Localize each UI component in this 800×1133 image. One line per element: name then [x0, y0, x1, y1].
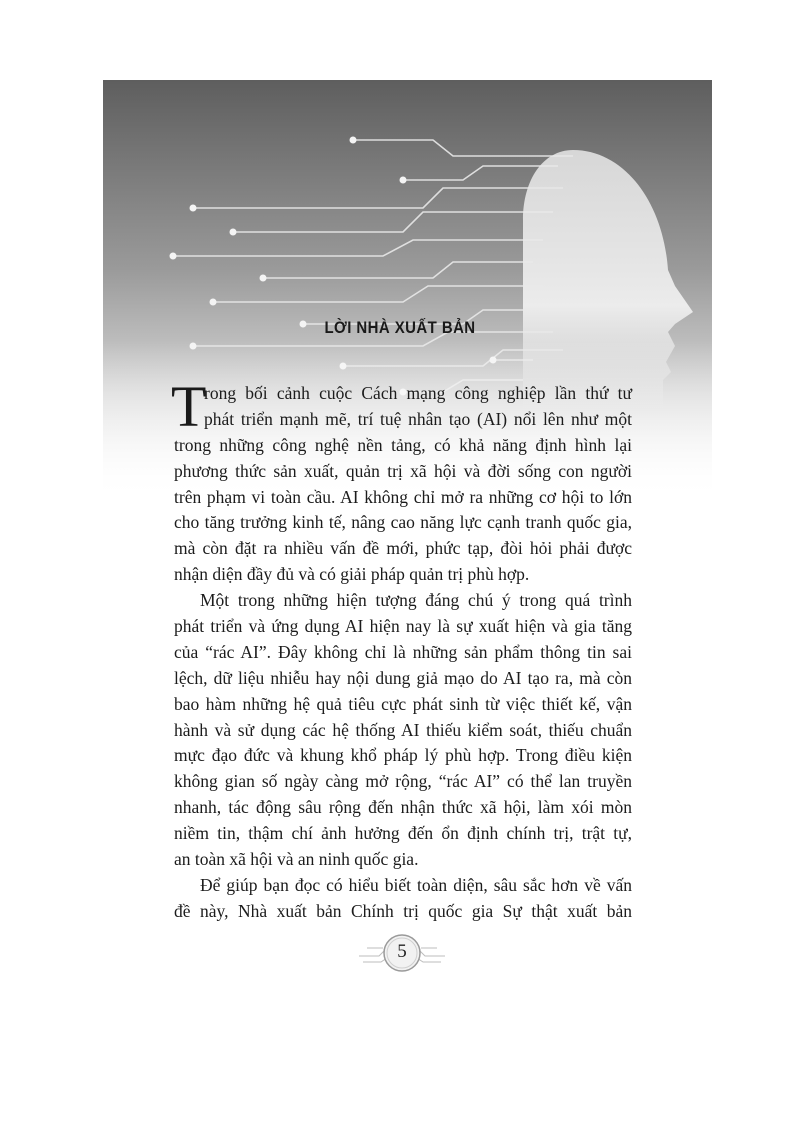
text-line: Để giúp bạn đọc có hiểu biết toàn diện, sâu sắc hơn về vấn — [200, 874, 632, 895]
text-line: lệch, dữ liệu nhiễu hay nội dung giả mạo do AI tạo ra, mà còn — [174, 667, 632, 688]
drop-cap: T — [171, 374, 207, 439]
text-line: Một trong những hiện tượng đáng chú ý trong quá trình — [200, 590, 632, 611]
text-line: rong bối cảnh cuộc Cách mạng công nghiệp lần thứ tư — [204, 383, 632, 403]
text-line: trong những công nghệ nền tảng, có khả năng định hình lại — [174, 434, 632, 455]
text-line: phương thức sản xuất, quản trị xã hội và đời sống con người — [174, 460, 632, 481]
page-number-ornament — [355, 930, 449, 976]
text-line: của “rác AI”. Đây không chỉ là những sản phẩm thông tin sai — [174, 641, 632, 662]
text-line: không gian số ngày càng mở rộng, “rác AI” có thể lan truyền — [174, 771, 632, 792]
text-line: cho tăng trưởng kinh tế, nâng cao năng lực cạnh tranh quốc gia, — [174, 512, 632, 533]
text-line: nhanh, tác động sâu rộng đến nhận thức xã hội, làm xói mòn — [174, 797, 632, 818]
text-line: mà còn đặt ra nhiều vấn đề mới, phức tạp, đòi hỏi phải được — [174, 538, 632, 559]
page-heading: LỜI NHÀ XUẤT BẢN — [324, 318, 476, 337]
text-line: hành và sử dụng các hệ thống AI thiếu kiểm soát, thiếu chuẩn — [174, 719, 632, 740]
text-line: phát triển mạnh mẽ, trí tuệ nhân tạo (AI) nổi lên như một — [204, 408, 632, 429]
page-number: 5 — [397, 941, 407, 962]
text-line: mực đạo đức và khung khổ pháp lý phù hợp. Trong điều kiện — [174, 745, 632, 766]
body-text — [171, 374, 632, 925]
text-line: niềm tin, thậm chí ảnh hưởng đến ổn định chính trị, trật tự, — [174, 823, 632, 844]
text-line: nhận diện đầy đủ và có giải pháp quản trị phù hợp. — [174, 564, 530, 585]
text-line: bao hàm những hệ quả tiêu cực phát sinh từ việc thiết kế, vận — [174, 693, 632, 714]
text-line: phát triển và ứng dụng AI hiện nay là sự xuất hiện và gia tăng — [174, 616, 632, 637]
text-line: an toàn xã hội và an ninh quốc gia. — [174, 849, 419, 870]
text-line: đề này, Nhà xuất bản Chính trị quốc gia Sự thật xuất bản — [174, 900, 632, 921]
text-line: trên phạm vi toàn cầu. AI không chỉ mở ra những cơ hội to lớn — [174, 486, 632, 507]
